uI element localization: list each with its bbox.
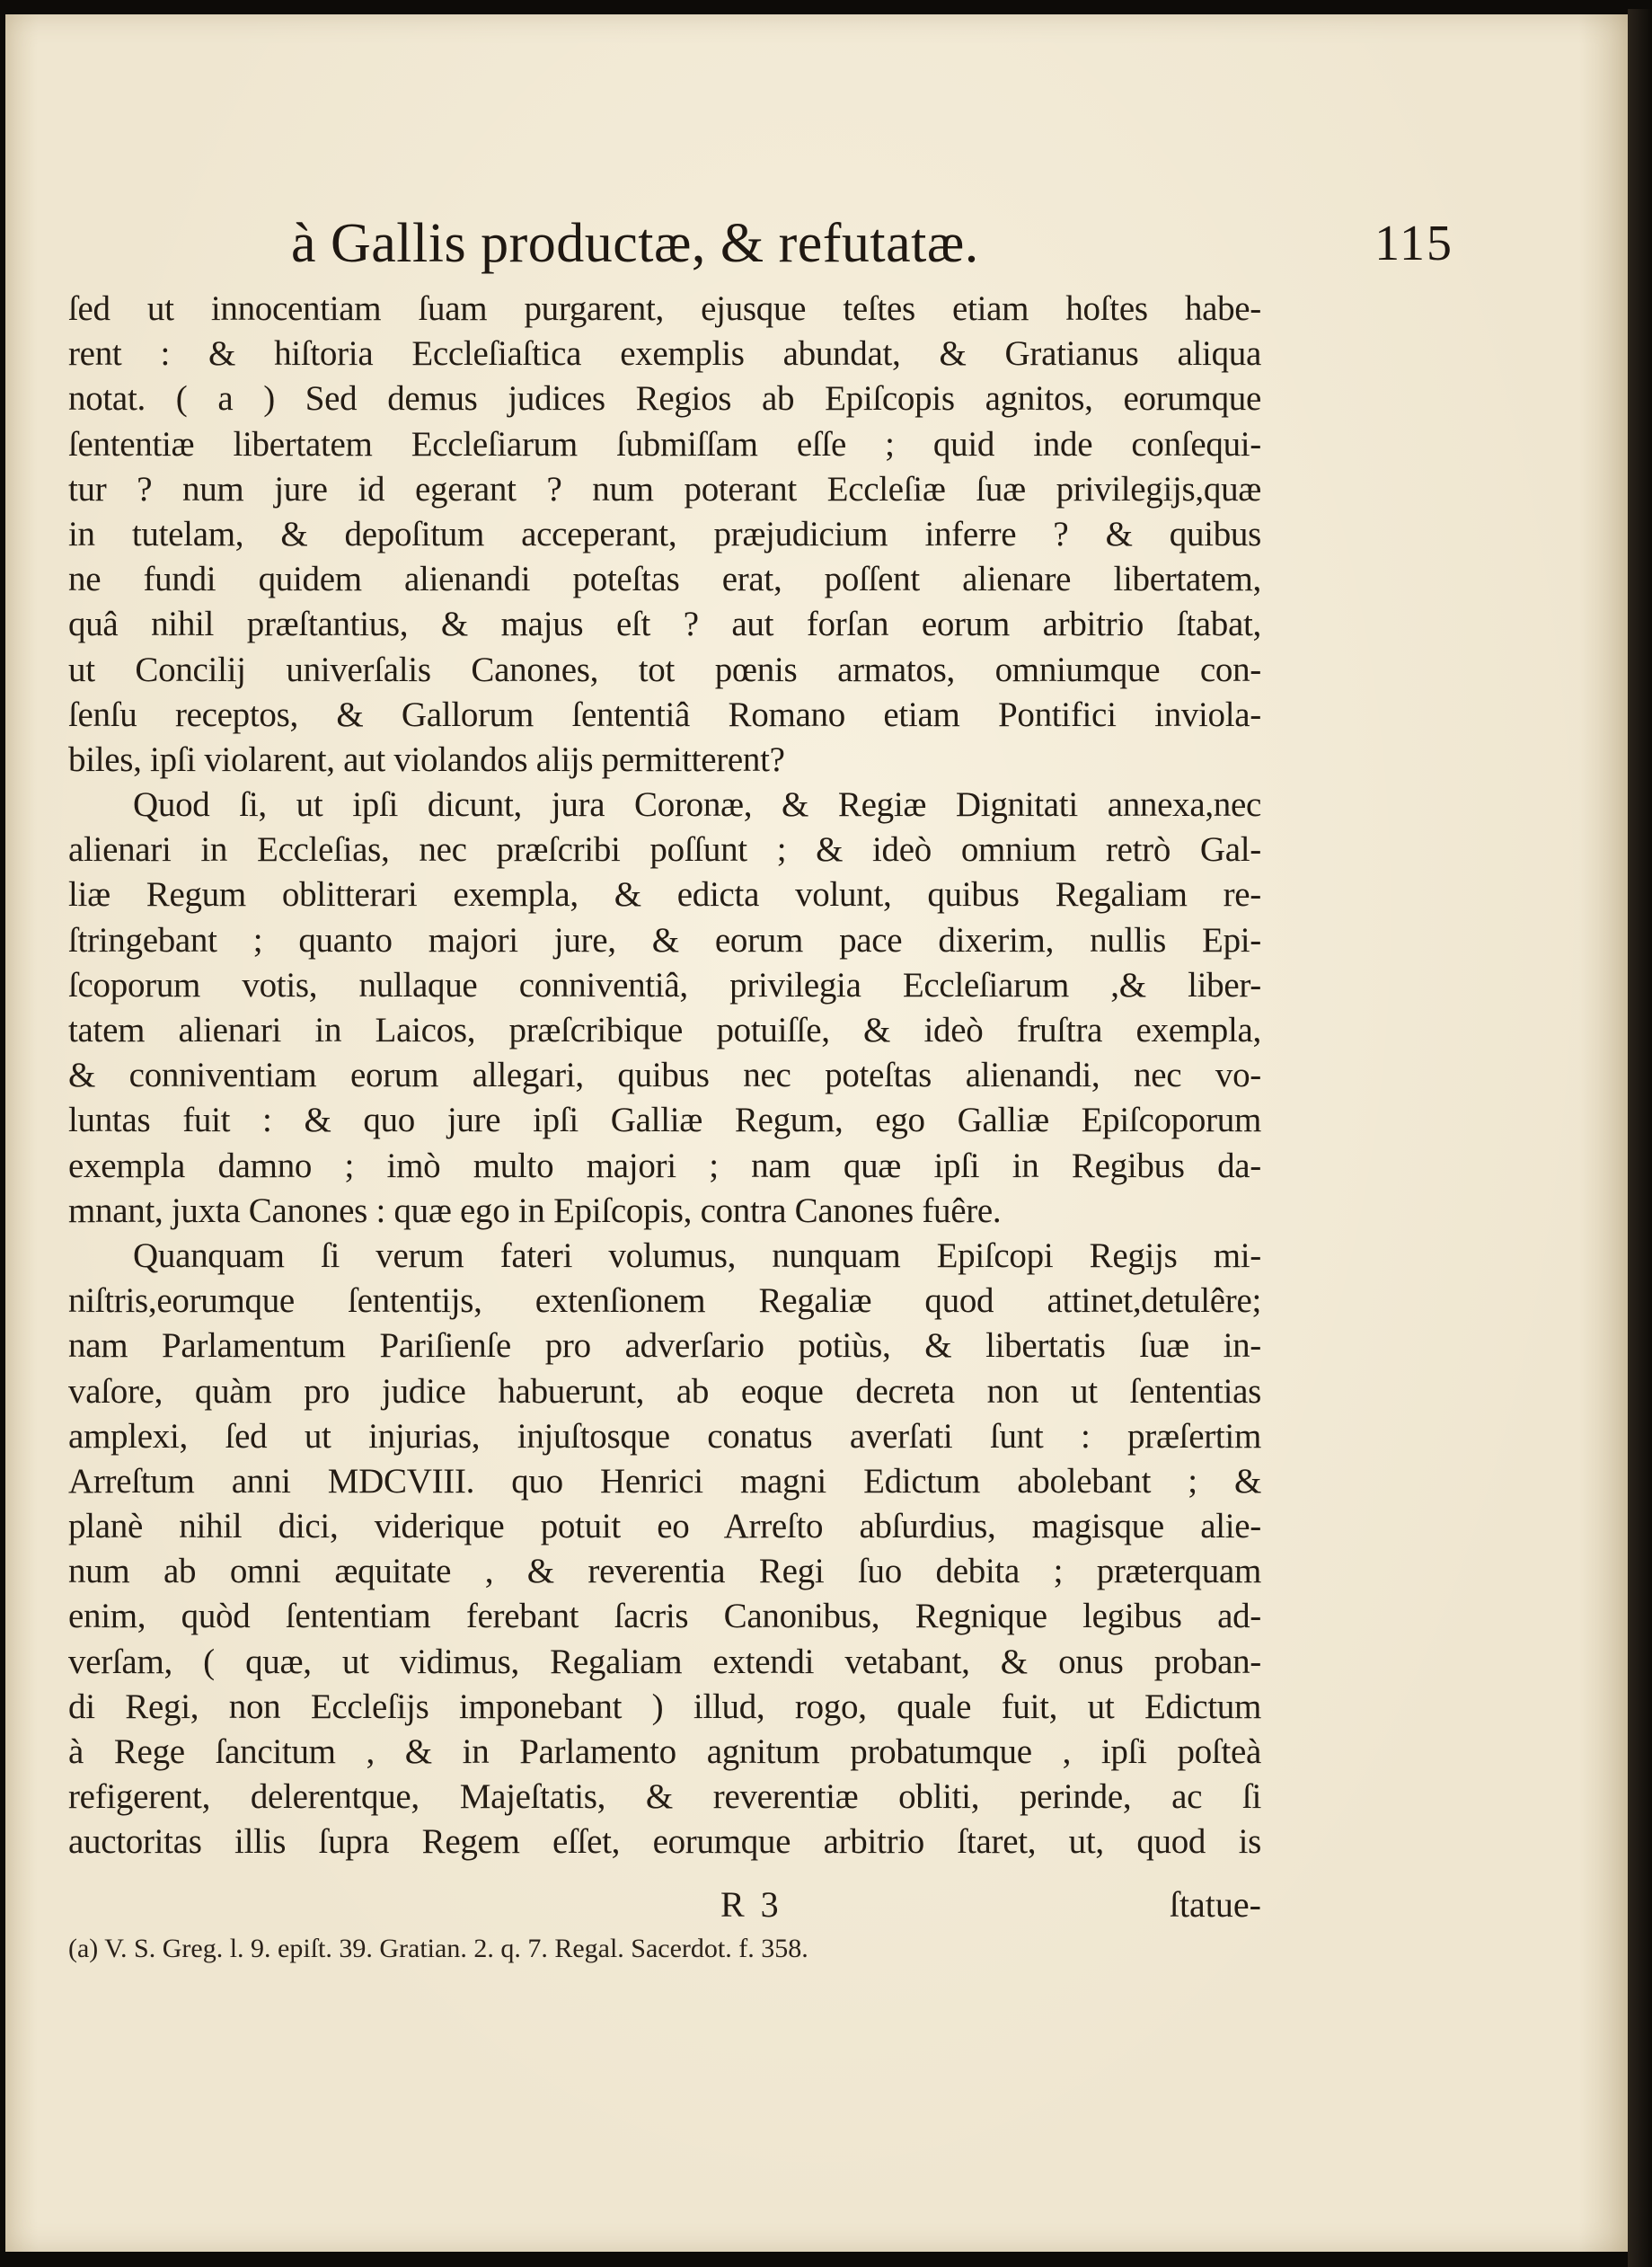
text-line: ſcoporum votis, nullaque conniventiâ, privilegia Eccleſiarum ,& liber- <box>68 965 1261 1005</box>
text-line: mnant, juxta Canones : quæ ego in Epiſcopis, contra Canones fuêre. <box>68 1191 1002 1230</box>
text-line: planè nihil dici, viderique potuit eo Arreſto abſurdius, magisque alie- <box>68 1507 1261 1546</box>
page-footer <box>68 1882 1261 1928</box>
text-line: tatem alienari in Laicos, præſcribique potuiſſe, & ideò fruſtra exempla, <box>68 1011 1261 1049</box>
text-line: di Regi, non Eccleſijs imponebant ) illud, rogo, quale fuit, ut Edictum <box>68 1687 1261 1726</box>
text-line: in tutelam, & depoſitum acceperant, præjudicium inferre ? & quibus <box>68 514 1261 553</box>
text-line: ut Concilij univerſalis Canones, tot pœnis armatos, omniumque con- <box>68 650 1261 689</box>
text-line: ſtringebant ; quanto majori jure, & eorum pace dixerim, nullis Epi- <box>68 920 1261 960</box>
catchword: ſtatue- <box>1169 1884 1261 1925</box>
book-page <box>5 14 1628 2252</box>
paragraph-start-line: Quod ſi, ut ipſi dicunt, jura Coronæ, & Regiæ Dignitati annexa,nec <box>133 785 1261 825</box>
text-line: vaſore, quàm pro judice habuerunt, ab eoque decreta non ut ſententias <box>68 1371 1261 1411</box>
text-line: luntas fuit : & quo jure ipſi Galliæ Regum, ego Galliæ Epiſcoporum <box>68 1101 1261 1140</box>
footnote: (a) V. S. Greg. l. 9. epiſt. 39. Gratian. 2. q. 7. Regal. Sacerdot. f. 358. <box>68 1934 808 1963</box>
paragraph-start-line: Quanquam ſi verum fateri volumus, nunquam Epiſcopi Regijs mi- <box>133 1235 1261 1275</box>
text-line: Arreſtum anni MDCVIII. quo Henrici magni Edictum abolebant ; & <box>68 1461 1261 1501</box>
text-line: amplexi, ſed ut injurias, injuſtosque conatus averſati ſunt : præſertim <box>68 1416 1261 1456</box>
page-header <box>291 205 1453 282</box>
page-number: 115 <box>1374 216 1453 271</box>
text-line: ſed ut innocentiam ſuam purgarent, ejusque teſtes etiam hoſtes habe- <box>68 289 1261 328</box>
text-line: & conniventiam eorum allegari, quibus nec poteſtas alienandi, nec vo- <box>68 1056 1261 1095</box>
text-line: refigerent, delerentque, Majeſtatis, & reverentiæ obliti, perinde, ac ſi <box>68 1777 1261 1817</box>
text-line: ne fundi quidem alienandi poteſtas erat, poſſent alienare libertatem, <box>68 560 1261 599</box>
signature-mark: R 3 <box>720 1884 782 1925</box>
text-line: liæ Regum oblitterari exempla, & edicta volunt, quibus Regaliam re- <box>68 875 1261 915</box>
text-line: alienari in Eccleſias, nec præſcribi poſſunt ; & ideò omnium retrò Gal- <box>68 830 1261 870</box>
text-line: quâ nihil præſtantius, & majus eſt ? aut forſan eorum arbitrio ſtabat, <box>68 605 1261 644</box>
text-line: rent : & hiſtoria Eccleſiaſtica exemplis abundat, & Gratianus aliqua <box>68 334 1261 374</box>
text-line: exempla damno ; imò multo majori ; nam quæ ipſi in Regibus da- <box>68 1146 1261 1185</box>
text-line: ſententiæ libertatem Eccleſiarum ſubmiſſam eſſe ; quid inde conſequi- <box>68 424 1261 464</box>
text-line: auctoritas illis ſupra Regem eſſet, eorumque arbitrio ſtaret, ut, quod is <box>68 1822 1261 1862</box>
text-line: nam Parlamentum Pariſienſe pro adverſario potiùs, & libertatis ſuæ in- <box>68 1326 1261 1366</box>
text-line: notat. ( a ) Sed demus judices Regios ab Epiſcopis agnitos, eorumque <box>68 379 1261 419</box>
scan-edge <box>1628 9 1652 2267</box>
text-line: niſtris,eorumque ſententijs, extenſionem Regaliæ quod attinet,detulêre; <box>68 1281 1261 1321</box>
text-line: tur ? num jure id egerant ? num poterant Eccleſiæ ſuæ privilegijs,quæ <box>68 469 1261 509</box>
text-line: num ab omni æquitate , & reverentia Regi ſuo debita ; præterquam <box>68 1552 1261 1591</box>
text-line: ſenſu receptos, & Gallorum ſententiâ Romano etiam Pontifici inviola- <box>68 695 1261 734</box>
body-text <box>68 287 1261 1865</box>
text-line: à Rege ſancitum , & in Parlamento agnitum probatumque , ipſi poſteà <box>68 1732 1261 1771</box>
text-line: biles, ipſi violarent, aut violandos alijs permitterent? <box>68 739 785 779</box>
running-title: à Gallis productæ, & refutatæ. <box>291 213 979 274</box>
text-line: verſam, ( quæ, ut vidimus, Regaliam extendi vetabant, & onus proban- <box>68 1642 1261 1681</box>
text-line: enim, quòd ſententiam ferebant ſacris Canonibus, Regnique legibus ad- <box>68 1597 1261 1636</box>
